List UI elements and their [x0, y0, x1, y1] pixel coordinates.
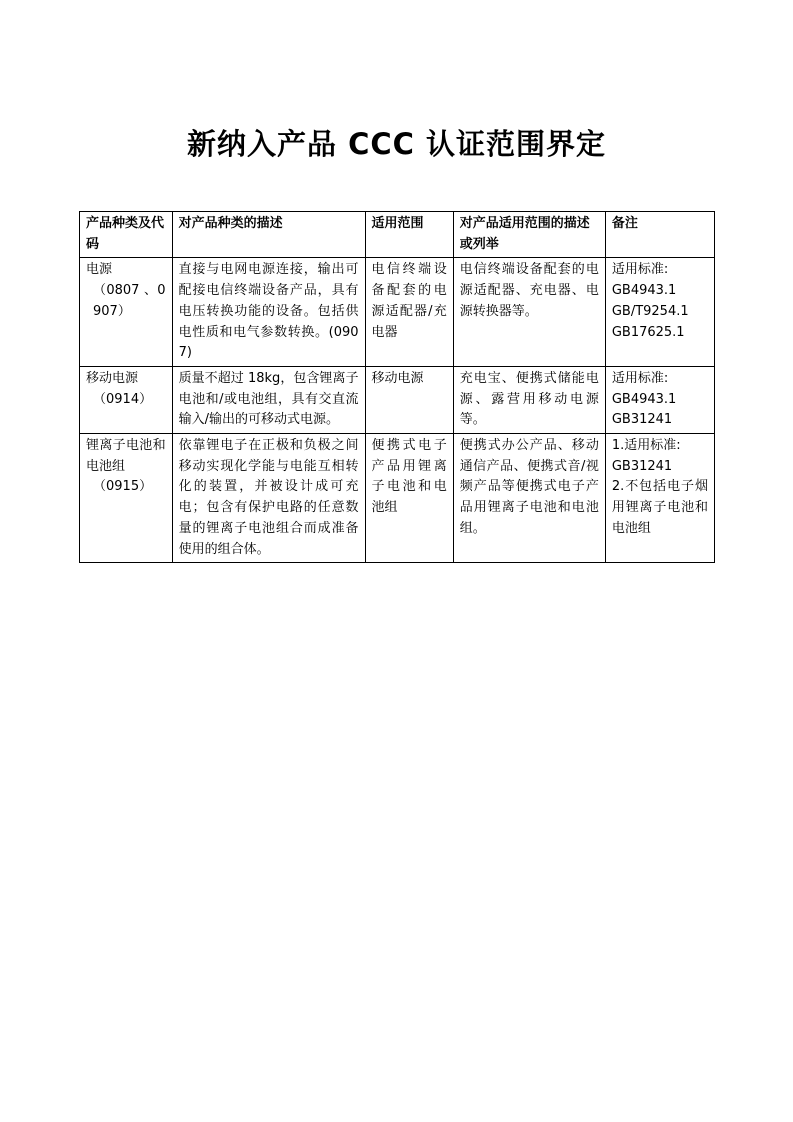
scope-cell: 移动电源: [365, 366, 453, 433]
scope-description-cell: 电信终端设备配套的电源适配器、充电器、电源转换器等。: [453, 258, 605, 367]
remark-line: 1.适用标准:: [611, 438, 681, 454]
table-row: [80, 434, 715, 563]
remark-line: 适用标准:: [611, 370, 669, 386]
description-cell: 依靠锂电子在正极和负极之间移动实现化学能与电能互相转化的装置，并被设计成可充电；包含有保护电路的任意数量的锂离子电池组合而成准备使用的组合体。: [172, 434, 365, 563]
remark-line: GB/T9254.1: [611, 303, 689, 319]
header-remarks: 备注: [605, 212, 714, 258]
scope-table: [79, 211, 715, 563]
header-description: 对产品种类的描述: [172, 212, 365, 258]
table-row: [80, 258, 715, 367]
remark-line: GB17625.1: [611, 324, 685, 340]
scope-cell: 便携式电子产品用锂离子电池和电池组: [365, 434, 453, 563]
scope-description-cell: 充电宝、便携式储能电源、露营用移动电源等。: [453, 366, 605, 433]
scope-cell: 电信终端设备配套的电源适配器/充电器: [365, 258, 453, 367]
remark-line: GB31241: [611, 412, 673, 428]
category-cell: [80, 258, 173, 367]
category-cell: [80, 366, 173, 433]
category-name: 电源: [86, 262, 113, 278]
header-scope: 适用范围: [365, 212, 453, 258]
remarks-cell: [605, 434, 714, 563]
description-cell: 质量不超过 18kg，包含锂离子电池和/或电池组，具有交直流输入/输出的可移动式电源。: [172, 366, 365, 433]
header-scope-description: 对产品适用范围的描述或列举: [453, 212, 605, 258]
remarks-cell: [605, 258, 714, 367]
remark-line: 2.不包括电子烟用锂离子电池和电池组: [611, 479, 708, 536]
scope-description-cell: 便携式办公产品、移动通信产品、便携式音/视频产品等便携式电子产品用锂离子电池和电池组。: [453, 434, 605, 563]
remark-line: 适用标准:: [611, 262, 669, 278]
description-cell: 直接与电网电源连接，输出可配接电信终端设备产品，具有电压转换功能的设备。包括供电性质和电气参数转换。(0907): [172, 258, 365, 367]
page-title: 新纳入产品 CCC 认证范围界定: [186, 127, 607, 161]
category-code: （0914）: [93, 391, 153, 407]
remark-line: GB4943.1: [611, 283, 677, 299]
remark-line: GB4943.1: [611, 391, 677, 407]
category-name: 锂离子电池和电池组: [86, 438, 166, 474]
category-code: （0807 、0907）: [93, 283, 166, 319]
category-name: 移动电源: [86, 370, 139, 386]
table-header-row: [80, 212, 715, 258]
table-row: [80, 366, 715, 433]
header-category: 产品种类及代码: [80, 212, 173, 258]
remarks-cell: [605, 366, 714, 433]
remark-line: GB31241: [611, 458, 673, 474]
category-cell: [80, 434, 173, 563]
category-code: （0915）: [93, 479, 153, 495]
